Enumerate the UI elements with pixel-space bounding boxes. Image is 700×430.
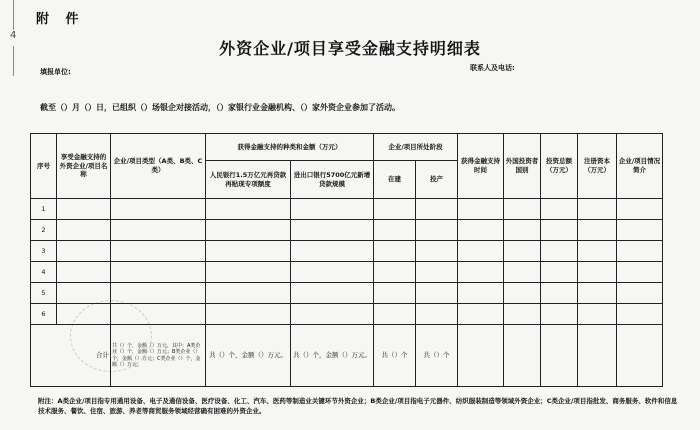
col-intro-header: 企业/项目情况简介: [617, 134, 663, 199]
table-cell: [541, 241, 578, 262]
table-cell: [458, 304, 504, 325]
sum-finance-a: 共（）个，金额（）万元。: [206, 325, 291, 387]
row-number: 3: [31, 241, 57, 262]
table-row: [31, 283, 663, 304]
table-row: [31, 262, 663, 283]
detail-table: [30, 133, 663, 387]
table-row: [31, 241, 663, 262]
table-cell: [57, 262, 111, 283]
row-number: 1: [31, 199, 57, 220]
col-seq-header: 序号: [31, 134, 57, 199]
table-cell: [291, 262, 374, 283]
table-cell: [416, 220, 458, 241]
table-cell: [374, 241, 416, 262]
table-cell: [504, 283, 541, 304]
table-cell: [111, 241, 206, 262]
table-cell: [374, 199, 416, 220]
table-cell: [458, 220, 504, 241]
table-cell: [416, 283, 458, 304]
table-cell: [541, 199, 578, 220]
table-cell: [578, 283, 617, 304]
page-title: 外资企业/项目享受金融支持明细表: [219, 39, 481, 58]
table-cell: [416, 304, 458, 325]
table-cell: [617, 283, 663, 304]
table-cell: [206, 241, 291, 262]
table-cell: [458, 262, 504, 283]
table-cell: [291, 304, 374, 325]
table-cell: [617, 325, 663, 387]
col-capital-header: 注册资本（万元）: [578, 134, 617, 199]
table-cell: [541, 283, 578, 304]
table-row: [31, 220, 663, 241]
table-cell: [57, 283, 111, 304]
table-cell: [617, 304, 663, 325]
table-cell: [206, 199, 291, 220]
table-cell: [57, 304, 111, 325]
table-cell: [578, 241, 617, 262]
table-cell: [617, 220, 663, 241]
table-cell: [291, 199, 374, 220]
col-stage-b-header: 投产: [416, 161, 458, 199]
row-number: 4: [31, 262, 57, 283]
footnote: 附注：A类企业/项目指专用通用设备、电子及通信设备、医疗设备、化工、汽车、医药等制造业关键环节外资企业；B类企业/项目指电子元器件、纺织服装制造等领域外资企业；C类企业/项目指批发、商务服务、软件和信息技术服务、餐饮、住宿、旅游、养老等商贸服务领域经营确有困难的外资企业。: [38, 397, 678, 415]
table-cell: [291, 241, 374, 262]
table-cell: [374, 283, 416, 304]
table-cell: [374, 262, 416, 283]
table-cell: [416, 262, 458, 283]
col-time-header: 获得金融支持时间: [458, 134, 504, 199]
binding-line: [13, 0, 14, 30]
table-cell: [458, 199, 504, 220]
table-cell: [57, 199, 111, 220]
table-cell: [111, 262, 206, 283]
row-number: 6: [31, 304, 57, 325]
table-cell: [458, 241, 504, 262]
table-cell: [206, 220, 291, 241]
sum-stage-a: 共（）个: [374, 325, 416, 387]
annex-label: 附 件: [36, 12, 85, 27]
table-cell: [111, 304, 206, 325]
table-cell: [374, 304, 416, 325]
table-cell: [206, 283, 291, 304]
table-cell: [578, 199, 617, 220]
sum-stage-b: 共（）个: [416, 325, 458, 387]
table-cell: [416, 199, 458, 220]
row-number: 5: [31, 283, 57, 304]
table-cell: [617, 199, 663, 220]
contact-label: 联系人及电话:: [470, 64, 515, 72]
col-stage-a-header: 在建: [374, 161, 416, 199]
table-cell: [458, 283, 504, 304]
table-row: [31, 304, 663, 325]
sum-finance-b: 共（）个，金额（）万元。: [291, 325, 374, 387]
col-type-header: 企业/项目类型（A类、B类、C类）: [111, 134, 206, 199]
table-cell: [578, 325, 617, 387]
table-cell: [57, 220, 111, 241]
col-stage-group-header: 企业/项目所处阶段: [374, 134, 458, 161]
page-margin-mark: 4: [10, 30, 17, 41]
col-finance-b-header: 进出口银行5700亿元新增贷款规模: [291, 161, 374, 199]
filler-unit-label: 填报单位:: [40, 68, 71, 76]
table-cell: [504, 325, 541, 387]
sum-type-note: 共（）个，金额（）万元，其中：A类企业（）个，金额（）万元；B类企业（）个，金额（）万元；C类企业（）个，金额（）万元。: [111, 325, 206, 387]
col-country-header: 外国投资者国别: [504, 134, 541, 199]
row-number: 2: [31, 220, 57, 241]
col-name-header: 享受金融支持的外资企业/项目名称: [57, 134, 111, 199]
table-cell: [541, 262, 578, 283]
table-cell: [458, 325, 504, 387]
table-cell: [291, 220, 374, 241]
table-cell: [206, 262, 291, 283]
table-cell: [504, 241, 541, 262]
table-cell: [578, 262, 617, 283]
table-cell: [111, 220, 206, 241]
table-cell: [111, 199, 206, 220]
table-cell: [504, 220, 541, 241]
table-cell: [541, 220, 578, 241]
col-finance-a-header: 人民银行1.5万亿元再贷款再贴现专项额度: [206, 161, 291, 199]
table-cell: [206, 304, 291, 325]
table-cell: [111, 283, 206, 304]
table-cell: [578, 304, 617, 325]
table-cell: [617, 262, 663, 283]
table-cell: [504, 262, 541, 283]
sum-label: 合计: [31, 325, 111, 387]
table-cell: [541, 304, 578, 325]
table-cell: [291, 283, 374, 304]
table-row: [31, 199, 663, 220]
col-finance-group-header: 获得金融支持的种类和金额（万元）: [206, 134, 374, 161]
table-cell: [578, 220, 617, 241]
table-cell: [374, 220, 416, 241]
table-cell: [617, 241, 663, 262]
table-cell: [541, 325, 578, 387]
table-cell: [416, 241, 458, 262]
deadline-statement: 截至（）月（）日，已组织（）场银企对接活动，（）家银行业金融机构、（）家外资企业参加了活动。: [40, 103, 400, 112]
table-cell: [504, 304, 541, 325]
col-total-header: 投资总额（万元）: [541, 134, 578, 199]
table-cell: [504, 199, 541, 220]
table-cell: [57, 241, 111, 262]
